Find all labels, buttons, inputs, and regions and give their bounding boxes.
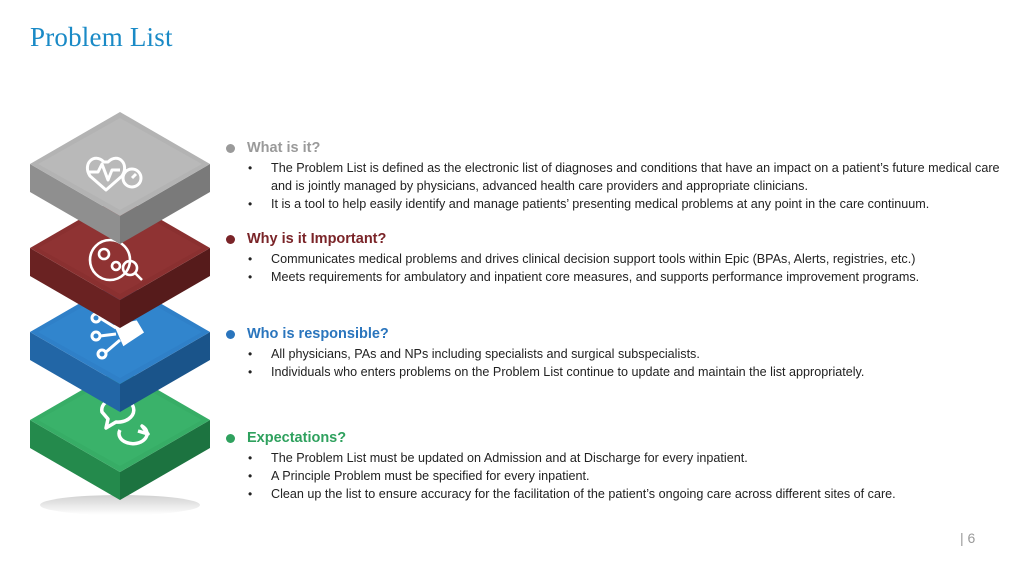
list-item	[248, 268, 1016, 286]
bullet-text: The Problem List must be updated on Admission and at Discharge for every inpatient.	[271, 451, 748, 465]
list-item	[248, 467, 1016, 485]
section-expectations	[226, 429, 1016, 503]
bullet-mark: •	[248, 487, 253, 501]
layer-stack-graphic	[20, 100, 220, 520]
bullet-list	[226, 250, 1016, 286]
section-heading: What is it?	[247, 140, 321, 156]
page-title: Problem List	[30, 22, 173, 52]
list-item	[248, 363, 1016, 381]
section-header	[226, 230, 1016, 248]
bullet-mark: •	[248, 347, 253, 361]
bullet-list	[226, 159, 1016, 213]
list-item	[248, 485, 1016, 503]
list-item	[248, 345, 1016, 363]
bullet-text: Clean up the list to ensure accuracy for the facilitation of the patient’s ongoing care across different sites of care.	[271, 487, 896, 501]
bullet-mark: •	[248, 197, 253, 211]
list-item	[248, 195, 1016, 213]
list-item	[248, 159, 1016, 195]
bullet-text: All physicians, PAs and NPs including specialists and surgical subspecialists.	[271, 347, 700, 361]
bullet-list	[226, 345, 1016, 381]
section-who-responsible	[226, 325, 1016, 381]
page-number: | 6	[960, 530, 976, 546]
section-dot-icon	[226, 330, 235, 339]
section-what-is-it	[226, 139, 1016, 213]
bullet-mark: •	[248, 252, 253, 266]
section-dot-icon	[226, 434, 235, 443]
list-item	[248, 449, 1016, 467]
section-header	[226, 429, 1016, 447]
section-dot-icon	[226, 144, 235, 153]
bullet-mark: •	[248, 161, 253, 175]
section-header	[226, 139, 1016, 157]
bullet-text: It is a tool to help easily identify and manage patients’ presenting medical problems at any point in the care continuum.	[271, 197, 930, 211]
section-header	[226, 325, 1016, 343]
bullet-text: A Principle Problem must be specified for every inpatient.	[271, 469, 590, 483]
section-why-important	[226, 230, 1016, 286]
section-heading: Who is responsible?	[247, 326, 389, 342]
bullet-mark: •	[248, 451, 253, 465]
section-heading: Expectations?	[247, 430, 347, 446]
bullet-text: Individuals who enters problems on the Problem List continue to update and maintain the list appropriately.	[271, 365, 865, 379]
section-heading: Why is it Important?	[247, 231, 387, 247]
layer-stack-svg	[20, 100, 220, 520]
bullet-text: Communicates medical problems and drives clinical decision support tools within Epic (BPAs, Alerts, registries, etc.)	[271, 252, 916, 266]
bullet-mark: •	[248, 469, 253, 483]
bullet-mark: •	[248, 270, 253, 284]
bullet-list	[226, 449, 1016, 503]
bullet-mark: •	[248, 365, 253, 379]
bullet-text: Meets requirements for ambulatory and inpatient core measures, and supports performance improvement programs.	[271, 270, 920, 284]
list-item	[248, 250, 1016, 268]
bullet-text: The Problem List is defined as the electronic list of diagnoses and conditions that have an impact on a patient’s future medical care and is jointly managed by physicians, advanced health care providers and appropriate clinicians.	[271, 161, 1000, 193]
section-dot-icon	[226, 235, 235, 244]
